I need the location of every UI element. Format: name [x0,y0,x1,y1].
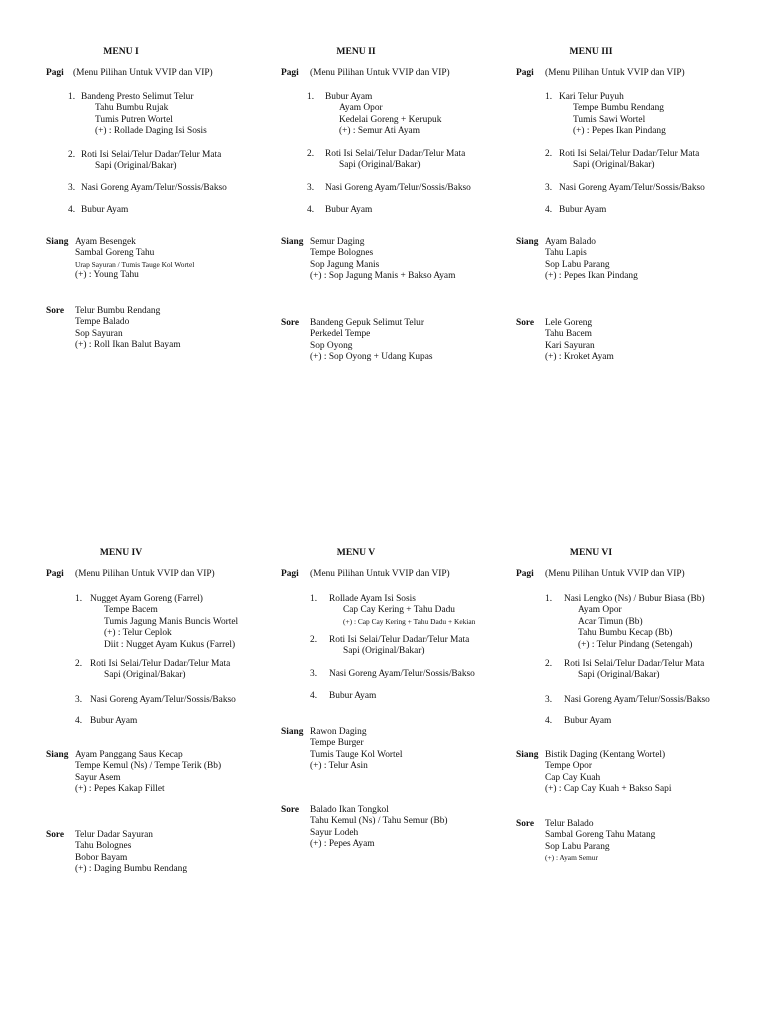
siang-line: (+) : Sop Jagung Manis + Bakso Ayam [310,271,456,282]
item-line: (+) : Cap Cay Kering + Tahu Dadu + Kekian [343,616,476,626]
item-line: Nasi Goreng Ayam/Telur/Sossis/Bakso [325,183,471,193]
item-number: 3. [545,183,553,193]
item-lines [90,695,236,706]
menu-title: MENU VI [569,547,613,558]
item-line: Sapi (Original/Bakar) [578,670,660,681]
item-line: Ayam Opor [339,103,383,114]
sore-line: Balado Ikan Tongkol [310,805,389,815]
siang-line: Tempe Opor [545,761,592,772]
item-lines [564,594,705,651]
sore-line: (+) : Sop Oyong + Udang Kupas [310,352,433,363]
menu-block [46,547,286,907]
item-line: (+) : Rollade Daging Isi Sosis [95,126,207,137]
item-line: Sapi (Original/Bakar) [343,646,425,657]
siang-label: Siang [281,237,304,247]
item-line: Roti Isi Selai/Telur Dadar/Telur Mata [559,149,700,159]
siang-line: (+) : Telur Asin [310,761,368,772]
item-line: Roti Isi Selai/Telur Dadar/Telur Mata [329,635,470,645]
item-line: Bubur Ayam [325,205,373,215]
sore-line: Telur Bumbu Rendang [75,306,161,316]
sore-line: (+) : Daging Bumbu Rendang [75,864,188,875]
item-line: Nasi Goreng Ayam/Telur/Sossis/Bakso [559,183,705,193]
sore-line: Tempe Balado [75,317,130,328]
siang-line: (+) : Cap Cay Kuah + Bakso Sapi [545,784,672,795]
siang-lines [545,750,671,796]
menu-title: MENU V [336,547,376,558]
siang-label: Siang [281,727,304,737]
siang-lines [75,750,221,796]
item-line: (+) : Telur Ceplok [104,628,172,639]
menu-title: MENU IV [99,547,143,558]
sore-line: Tahu Bacem [545,329,592,340]
item-line: Sapi (Original/Bakar) [339,160,421,171]
item-number: 4. [310,691,318,701]
pagi-label: Pagi [516,569,534,579]
item-line: Tumis Jagung Manis Buncis Wortel [104,616,239,627]
item-number: 2. [68,150,76,160]
siang-line: Tumis Tauge Kol Wortel [310,749,403,760]
item-line: Tahu Bumbu Rujak [95,103,169,114]
item-number: 1. [310,594,318,604]
sore-line: Tahu Kemul (Ns) / Tahu Semur (Bb) [310,816,448,827]
sore-line: Sambal Goreng Tahu Matang [545,830,656,841]
sore-label: Sore [46,830,65,840]
sore-line: Sop Sayuran [75,328,123,339]
siang-label: Siang [516,237,539,247]
siang-line: Sop Jagung Manis [310,259,380,270]
item-number: 3. [545,695,553,705]
item-line: Kedelai Goreng + Kerupuk [339,114,442,125]
siang-line: Tempe Kemul (Ns) / Tempe Terik (Bb) [75,761,222,772]
siang-line: (+) : Young Tahu [75,269,139,280]
item-lines [559,92,666,138]
item-line: Roti Isi Selai/Telur Dadar/Telur Mata [81,150,222,160]
menu-block [516,46,756,406]
item-number: 3. [307,183,315,193]
siang-lines [310,727,402,773]
pagi-note: (Menu Pilihan Untuk VVIP dan VIP) [75,569,215,579]
item-line: Bubur Ayam [329,691,377,701]
item-line: Tempe Bacem [104,605,158,616]
item-line: Sapi (Original/Bakar) [104,670,186,681]
item-lines [559,205,606,216]
item-lines [559,149,699,172]
item-line: Bubur Ayam [559,205,607,215]
item-line: (+) : Semur Ati Ayam [339,126,420,137]
item-number: 1. [307,92,315,102]
siang-lines [310,237,455,283]
item-number: 4. [75,716,83,726]
sore-line: (+) : Ayam Semur [545,853,598,863]
item-line: Acar Timun (Bb) [578,616,643,627]
siang-line: Sop Labu Parang [545,259,610,270]
sore-line: (+) : Kroket Ayam [545,352,614,363]
item-line: Roti Isi Selai/Telur Dadar/Telur Mata [325,149,466,159]
item-number: 4. [307,205,315,215]
item-line: Bubur Ayam [90,716,138,726]
menu-block [516,547,756,907]
item-line: Bubur Ayam [81,205,129,215]
menu-title: MENU II [336,46,376,57]
menu-title: MENU III [569,46,613,57]
item-line: Bubur Ayam [564,716,612,726]
item-line: Sapi (Original/Bakar) [573,160,655,171]
sore-line: Sop Oyong [310,340,353,351]
item-lines [81,205,128,216]
siang-label: Siang [516,750,539,760]
item-number: 4. [68,205,76,215]
siang-line: (+) : Pepes Kakap Fillet [75,784,165,795]
menu-block [281,547,521,907]
siang-label: Siang [46,750,69,760]
item-number: 2. [545,659,553,669]
item-line: Nasi Goreng Ayam/Telur/Sossis/Bakso [329,669,475,679]
sore-line: Bandeng Gepuk Selimut Telur [310,318,424,328]
siang-line: Semur Daging [310,237,365,247]
pagi-label: Pagi [46,68,64,78]
item-lines [329,635,469,658]
item-lines [81,183,227,194]
item-lines [90,716,137,727]
item-number: 1. [75,594,83,604]
menu-block [281,46,521,406]
pagi-label: Pagi [281,569,299,579]
sore-line: Lele Goreng [545,318,593,328]
item-line: Nasi Goreng Ayam/Telur/Sossis/Bakso [90,695,236,705]
siang-line: Tahu Lapis [545,248,587,259]
item-line: (+) : Pepes Ikan Pindang [573,126,666,137]
siang-line: Sambal Goreng Tahu [75,248,155,259]
item-line: Kari Telur Puyuh [559,92,624,102]
item-line: Ayam Opor [578,605,622,616]
item-line: Bandeng Presto Selimut Telur [81,92,194,102]
item-line: Nasi Lengko (Ns) / Bubur Biasa (Bb) [564,594,705,604]
item-number: 1. [545,594,553,604]
pagi-note: (Menu Pilihan Untuk VVIP dan VIP) [73,68,213,78]
item-number: 2. [310,635,318,645]
item-lines [559,183,705,194]
item-line: Tempe Bumbu Rendang [573,103,664,114]
sore-line: Sop Labu Parang [545,841,610,852]
sore-label: Sore [281,318,300,328]
item-line: Nugget Ayam Goreng (Farrel) [90,594,203,604]
sore-label: Sore [46,306,65,316]
item-line: Bubur Ayam [325,92,373,102]
menu-block [46,46,286,406]
siang-lines [75,237,194,281]
pagi-label: Pagi [46,569,64,579]
sore-label: Sore [516,318,535,328]
item-number: 2. [307,149,315,159]
sore-line: (+) : Pepes Ayam [310,839,375,850]
item-lines [564,695,710,706]
item-line: (+) : Telur Pindang (Setengah) [578,639,693,650]
item-lines [90,594,238,651]
siang-label: Siang [46,237,69,247]
pagi-note: (Menu Pilihan Untuk VVIP dan VIP) [310,569,450,579]
item-number: 3. [310,669,318,679]
item-lines [564,716,611,727]
siang-line: Urap Sayuran / Tumis Tauge Kol Wortel [75,259,195,269]
item-lines [325,183,471,194]
item-line: Roti Isi Selai/Telur Dadar/Telur Mata [564,659,705,669]
item-number: 2. [75,659,83,669]
sore-line: Kari Sayuran [545,340,595,351]
sore-lines [545,819,655,863]
sore-lines [310,805,448,851]
siang-line: Rawon Daging [310,727,367,737]
item-line: Rollade Ayam Isi Sosis [329,594,416,604]
item-lines [90,659,230,682]
siang-line: (+) : Pepes Ikan Pindang [545,271,638,282]
sore-label: Sore [281,805,300,815]
pagi-note: (Menu Pilihan Untuk VVIP dan VIP) [545,68,685,78]
sore-line: Telur Dadar Sayuran [75,830,153,840]
item-line: Tumis Sawi Wortel [573,114,646,125]
item-line: Sapi (Original/Bakar) [95,161,177,172]
siang-line: Tempe Bolognes [310,248,374,259]
item-number: 4. [545,205,553,215]
sore-label: Sore [516,819,535,829]
sore-line: Tahu Bolognes [75,841,132,852]
pagi-note: (Menu Pilihan Untuk VVIP dan VIP) [310,68,450,78]
item-lines [325,205,372,216]
siang-line: Tempe Burger [310,738,364,749]
item-line: Nasi Goreng Ayam/Telur/Sossis/Bakso [564,695,710,705]
item-number: 4. [545,716,553,726]
siang-line: Ayam Balado [545,237,596,247]
item-lines [329,691,376,702]
sore-line: Bobor Bayam [75,852,128,863]
item-line: Nasi Goreng Ayam/Telur/Sossis/Bakso [81,183,227,193]
sore-lines [545,318,614,364]
item-line: Roti Isi Selai/Telur Dadar/Telur Mata [90,659,231,669]
siang-line: Sayur Asem [75,772,121,783]
sore-line: Perkedel Tempe [310,329,371,340]
pagi-label: Pagi [281,68,299,78]
item-number: 3. [75,695,83,705]
siang-line: Bistik Daging (Kentang Wortel) [545,750,666,760]
item-lines [81,92,207,138]
siang-line: Ayam Besengek [75,237,136,247]
sore-lines [75,830,187,876]
sore-line: Telur Balado [545,819,594,829]
item-number: 3. [68,183,76,193]
item-lines [564,659,704,682]
item-lines [329,669,475,680]
pagi-note: (Menu Pilihan Untuk VVIP dan VIP) [545,569,685,579]
pagi-label: Pagi [516,68,534,78]
sore-line: (+) : Roll Ikan Balut Bayam [75,340,181,351]
item-number: 2. [545,149,553,159]
item-lines [325,149,465,172]
siang-lines [545,237,638,283]
siang-line: Cap Cay Kuah [545,772,601,783]
sore-lines [75,306,181,352]
siang-line: Ayam Panggang Saus Kecap [75,750,183,760]
item-lines [329,594,475,627]
item-line: Tahu Bumbu Kecap (Bb) [578,628,673,639]
item-line: Cap Cay Kering + Tahu Dadu [343,605,455,616]
item-lines [81,150,221,173]
item-line: Tumis Putren Wortel [95,114,173,125]
sore-line: Sayur Lodeh [310,827,359,838]
menu-title: MENU I [103,46,139,57]
item-line: Diit : Nugget Ayam Kukus (Farrel) [104,639,236,650]
item-number: 1. [545,92,553,102]
sore-lines [310,318,433,364]
item-number: 1. [68,92,76,102]
item-lines [325,92,441,138]
